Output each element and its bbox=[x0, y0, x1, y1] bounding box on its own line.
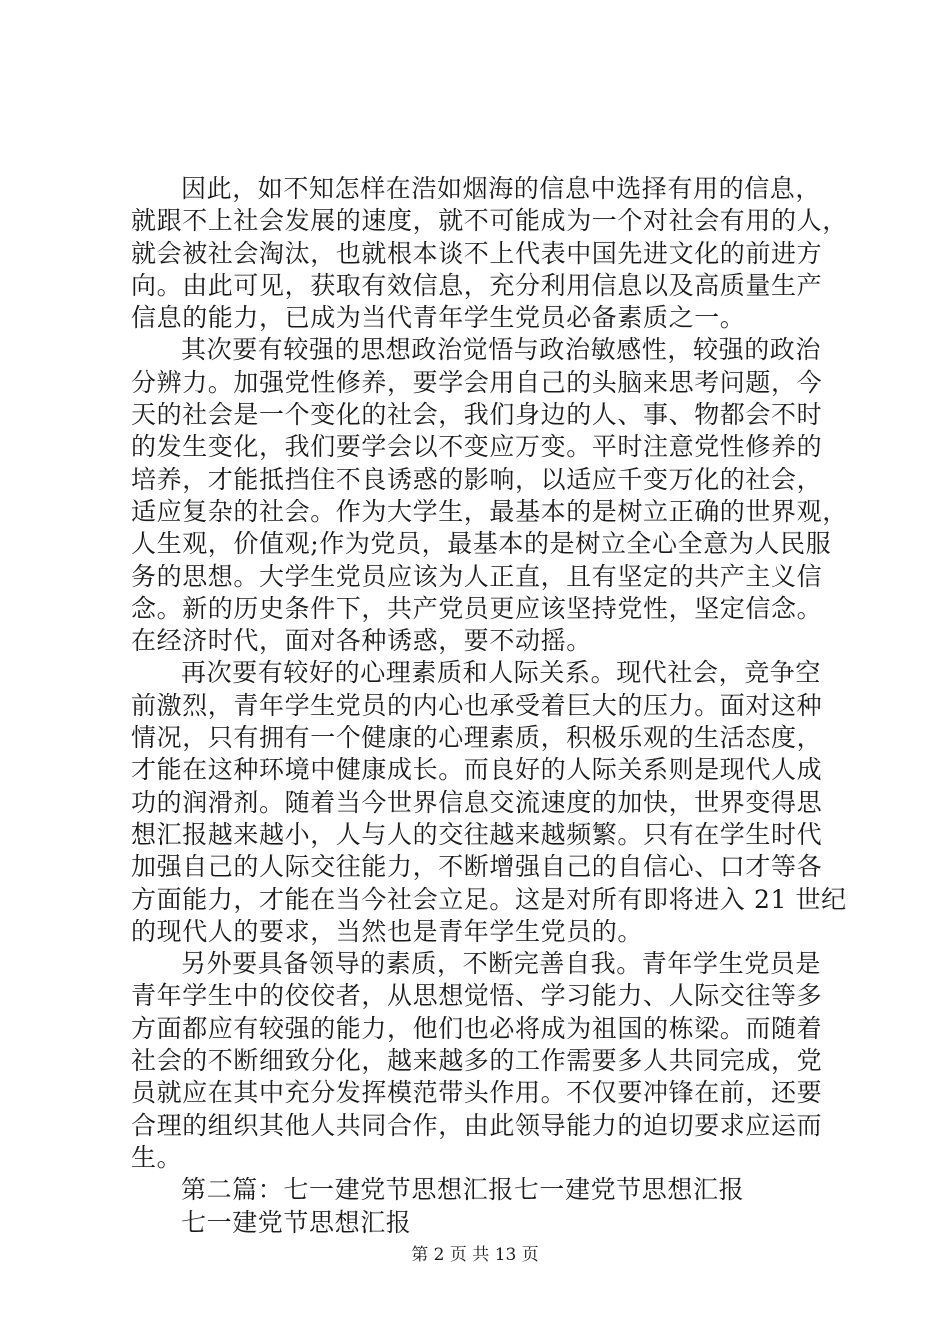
text-line: 分辨力。加强党性修养，要学会用自己的头脑来思考问题，今 bbox=[131, 367, 823, 397]
section-heading bbox=[131, 1174, 833, 1206]
text-line: 在经济时代，面对各种诱惑，要不动摇。 bbox=[131, 626, 592, 656]
text-line: 加强自己的人际交往能力，不断增强自己的自信心、口才等各 bbox=[131, 852, 823, 882]
paragraph bbox=[131, 334, 848, 657]
text-line: 务的思想。大学生党员应该为人正直，且有坚定的共产主义信 bbox=[131, 561, 823, 591]
text-line: 的发生变化，我们要学会以不变应万变。平时注意党性修养的 bbox=[131, 432, 823, 462]
text-line: 七一建党节思想汇报 bbox=[181, 1207, 412, 1237]
text-line: 社会的不断细致分化，越来越多的工作需要多人共同完成，党 bbox=[131, 1046, 823, 1076]
text-line: 员就应在其中充分发挥模范带头作用。不仅要冲锋在前，还要 bbox=[131, 1078, 823, 1108]
text-line: 另外要具备领导的素质，不断完善自我。青年学生党员是 bbox=[181, 949, 822, 979]
text-line: 念。新的历史条件下，共产党员更应该坚持党性，坚定信念。 bbox=[131, 593, 823, 623]
paragraph bbox=[131, 657, 847, 948]
paragraph bbox=[131, 173, 848, 334]
text-line: 第二篇：七一建党节思想汇报七一建党节思想汇报 bbox=[181, 1175, 745, 1205]
text-line: 天的社会是一个变化的社会，我们身边的人、事、物都会不时 bbox=[131, 400, 823, 430]
document-body bbox=[131, 173, 848, 1239]
text-line: 合理的组织其他人共同合作，由此领导能力的迫切要求应运而 bbox=[131, 1110, 823, 1140]
text-line: 因此，如不知怎样在浩如烟海的信息中选择有用的信息， bbox=[181, 174, 822, 203]
text-line: 适应复杂的社会。作为大学生，最基本的是树立正确的世界观， bbox=[131, 496, 848, 526]
page-number: 第 2 页 共 13 页 bbox=[411, 1245, 539, 1265]
text-line: 信息的能力，已成为当代青年学生党员必备素质之一。 bbox=[131, 303, 746, 333]
text-line: 想汇报越来越小，人与人的交往越来越频繁。只有在学生时代 bbox=[131, 819, 823, 849]
text-line: 方面能力，才能在当今社会立足。这是对所有即将进入 21 世纪 bbox=[131, 884, 847, 914]
text-line: 生。 bbox=[131, 1142, 183, 1172]
text-line: 向。由此可见，获取有效信息，充分利用信息以及高质量生产 bbox=[131, 270, 823, 300]
text-line: 就会被社会淘汰，也就根本谈不上代表中国先进文化的前进方 bbox=[131, 238, 823, 268]
text-line: 就跟不上社会发展的速度，就不可能成为一个对社会有用的人， bbox=[131, 206, 848, 236]
text-line: 再次要有较好的心理素质和人际关系。现代社会，竞争空 bbox=[181, 658, 822, 688]
subheading bbox=[131, 1207, 833, 1239]
text-line: 人生观，价值观;作为党员，最基本的是树立全心全意为人民服 bbox=[131, 529, 832, 559]
text-line: 其次要有较强的思想政治觉悟与政治敏感性，较强的政治 bbox=[181, 335, 822, 365]
text-line: 方面都应有较强的能力，他们也必将成为祖国的栋梁。而随着 bbox=[131, 1013, 823, 1043]
text-line: 培养，才能抵挡住不良诱惑的影响，以适应千变万化的社会， bbox=[131, 464, 823, 494]
text-line: 的现代人的要求，当然也是青年学生党员的。 bbox=[131, 916, 644, 946]
text-line: 情况，只有拥有一个健康的心理素质，积极乐观的生活态度， bbox=[131, 723, 823, 753]
text-line: 前激烈，青年学生党员的内心也承受着巨大的压力。面对这种 bbox=[131, 690, 823, 720]
text-line: 功的润滑剂。随着当今世界信息交流速度的加快，世界变得思 bbox=[131, 787, 823, 817]
paragraph bbox=[131, 948, 833, 1174]
text-line: 青年学生中的佼佼者，从思想觉悟、学习能力、人际交往等多 bbox=[131, 981, 823, 1011]
text-line: 才能在这种环境中健康成长。而良好的人际关系则是现代人成 bbox=[131, 755, 823, 785]
